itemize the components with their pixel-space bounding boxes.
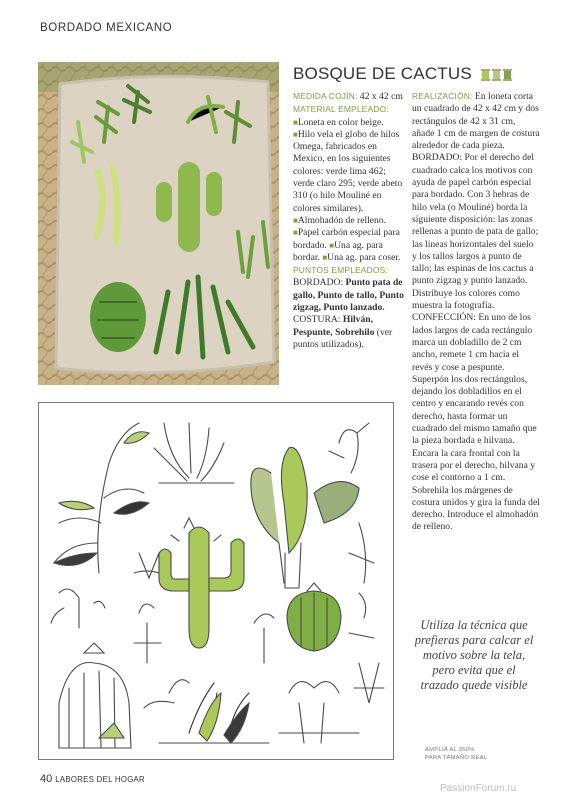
thread-spools-icon bbox=[481, 68, 513, 82]
puntos-bordado-label: BORDADO: bbox=[293, 277, 344, 289]
embroidery-pattern bbox=[38, 402, 394, 760]
scale-note-line-2: PARA TAMAÑO REAL bbox=[425, 754, 488, 761]
puntos-label: PUNTOS EMPLEADOS: bbox=[293, 265, 388, 276]
material-label: MATERIAL EMPLEADO: bbox=[293, 104, 389, 115]
article-title bbox=[293, 64, 513, 84]
section-title: BORDADO MEXICANO bbox=[40, 22, 173, 34]
puntos-costura-value: Hilván, Pespunte, Sobrehilo bbox=[293, 314, 375, 338]
bullet-icon: ■ bbox=[293, 117, 298, 127]
bullet-icon: ■ bbox=[293, 129, 298, 139]
page-number: 40 bbox=[40, 773, 53, 785]
watermark: PassionForum.ru bbox=[440, 783, 517, 794]
bullet-icon: ■ bbox=[329, 240, 335, 250]
magazine-name: LABORES DEL HOGAR bbox=[55, 775, 145, 784]
materials-column bbox=[293, 90, 405, 351]
bullet-icon: ■ bbox=[293, 215, 298, 225]
material-item: Loneta en color beige. bbox=[297, 116, 384, 128]
scale-note bbox=[425, 747, 487, 762]
material-item: Una ag. para coser. bbox=[327, 251, 401, 263]
article-title-text: BOSQUE DE CACTUS bbox=[293, 64, 472, 83]
instructions-column bbox=[412, 90, 540, 534]
puntos-note: (ver puntos utilizados). bbox=[293, 326, 393, 350]
realizacion-text: En loneta corta un cuadrado de 42 x 42 cm y dos rectángulos de 42 x 31 cm, añade 1 cm de margen de costura alrededor de cada pieza. BORDADO: Por el derecho del cuadrado calca los motivos con ayuda de papel carbón especial para bordado. Con 3 hebras de hilo vela (o Mouliné) borda la siguiente disposición: las zonas rellenas a punto de pata de gallo; las líneas horizontales del suelo y los tallos largos a punto de tallo; las espinas de los cactus a punto zigzag y punto lanzado. Distribuye los colores como muestra la fotografía. CONFECCIÓN: En uno de los lados largos de cada rectángulo marca un dobladillo de 2 cm ancho, remete 1 cm hacia el revés y cose a pespunte. Superpón los dos rectángulos, dejando los dobladillos en el centro y encarando revés con derecho, hasta formar un cuadrado del mismo tamaño que la pieza bordada e hilvana. Encara la cara frontal con la trasera por el derecho, hilvana y cose el contorno a 1 cm. Sobrehila los márgenes de costura unidos y gira la funda del derecho. Introduce el almohadón de relleno. bbox=[412, 91, 540, 533]
medida-value: 42 x 42 cm bbox=[359, 91, 403, 102]
bullet-icon: ■ bbox=[322, 252, 328, 262]
material-item: Almohadón de relleno. bbox=[297, 214, 387, 226]
scale-note-line-1: AMPLÍA AL 350% bbox=[425, 747, 475, 753]
bullet-icon: ■ bbox=[293, 228, 298, 238]
material-item: Papel carbón especial para bordado. bbox=[293, 227, 400, 251]
medida-label: MEDIDA COJÍN: bbox=[293, 91, 358, 101]
material-item: Una ag. para bordar. bbox=[293, 239, 383, 263]
puntos-costura-label: COSTURA: bbox=[293, 314, 341, 326]
puntos-bordado-value: Punto pata de gallo, Punto de tallo, Punto zigzag, Punto lanzado. bbox=[293, 277, 404, 314]
realizacion-label: REALIZACIÓN: bbox=[412, 91, 473, 101]
cushion-photo bbox=[38, 62, 279, 385]
material-item: Hilo vela el globo de hilos Omega, fabricados en Mexico, en los siguientes colores: verde lima 462; verde claro 295; verde abeto 310 (o hilo Mouliné en colores similares). bbox=[293, 128, 403, 214]
pull-quote: Utiliza la técnica que prefieras para calcar el motivo sobre la tela, pero evita que el trazado quede visible bbox=[414, 618, 534, 692]
page-footer bbox=[40, 773, 145, 785]
